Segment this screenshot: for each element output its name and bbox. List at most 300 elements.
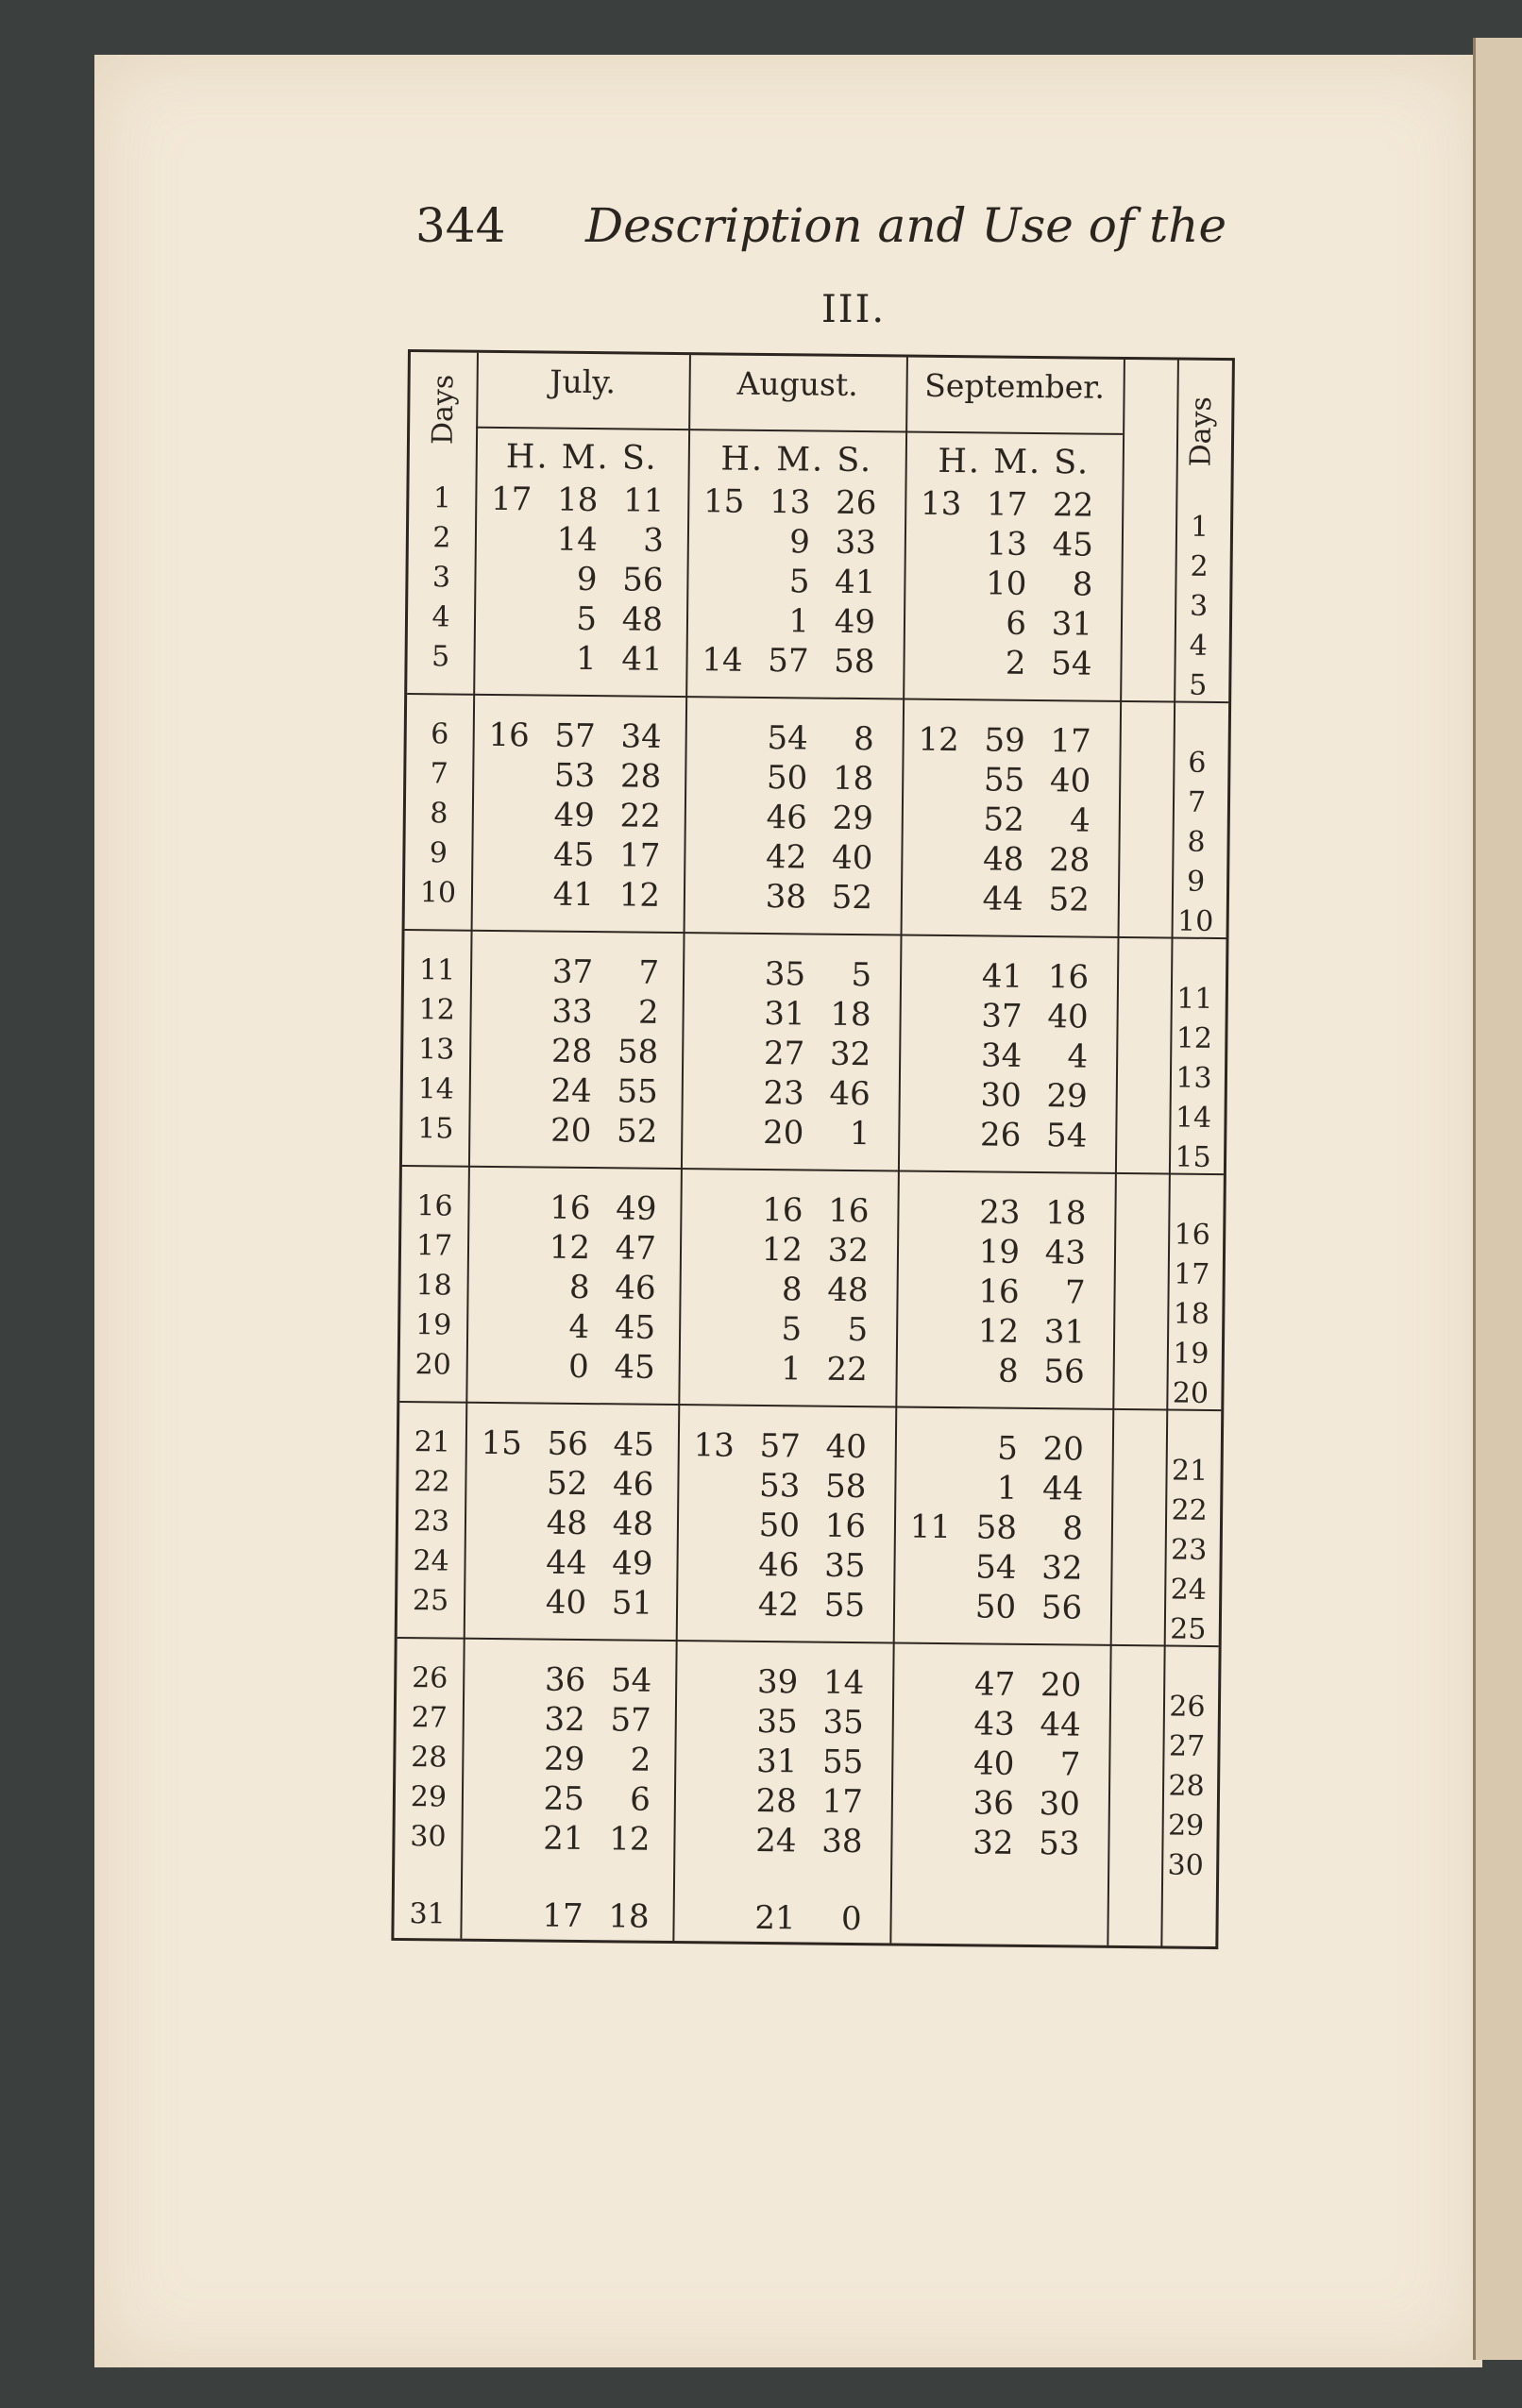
time-hours	[478, 1188, 525, 1189]
time-seconds: 12	[618, 876, 661, 915]
time-hours	[697, 522, 744, 523]
time-seconds: 49	[616, 1189, 657, 1228]
day-number-text: 19	[414, 1308, 452, 1342]
time-minutes: 28	[755, 1781, 798, 1821]
time-row	[469, 1896, 658, 1936]
day-number-text: 9	[429, 836, 448, 870]
group-rule	[402, 1165, 1224, 1175]
time-hours	[689, 1270, 736, 1271]
time-seconds: 48	[612, 1505, 654, 1543]
time-hours	[479, 1111, 526, 1112]
time-minutes: 20	[550, 1111, 592, 1151]
time-row	[693, 877, 882, 917]
time-row	[474, 1504, 663, 1543]
time-minutes: 9	[789, 523, 811, 562]
time-hours	[906, 1233, 954, 1234]
day-number-text: 9	[1186, 865, 1206, 899]
time-minutes: 23	[978, 1193, 1021, 1232]
time-minutes: 44	[982, 880, 1024, 918]
day-number-text: 5	[431, 640, 450, 674]
time-minutes: 56	[547, 1424, 589, 1464]
time-seconds: 8	[1062, 1509, 1084, 1548]
day-number-text: 8	[1187, 825, 1206, 859]
day-number-text: 10	[419, 876, 457, 910]
days-header-right	[1173, 379, 1230, 483]
time-minutes: 48	[982, 840, 1024, 879]
time-minutes: 18	[556, 480, 599, 520]
time-hours	[908, 1036, 955, 1037]
month-title-july: July.	[550, 362, 617, 401]
time-seconds: 26	[835, 483, 877, 523]
day-number-text: 7	[1187, 785, 1207, 819]
time-minutes: 48	[546, 1504, 588, 1543]
time-row	[695, 718, 884, 758]
time-row	[689, 1190, 878, 1230]
day-number-right	[1168, 666, 1229, 702]
day-number-left	[404, 991, 470, 1027]
day-number-text: 3	[431, 561, 451, 595]
unit-header-august	[688, 440, 905, 480]
time-row	[479, 992, 668, 1032]
time-seconds: 7	[638, 953, 660, 992]
day-number-text: 13	[1175, 1061, 1212, 1095]
time-minutes: 13	[769, 483, 811, 522]
day-number-right	[1162, 1138, 1224, 1174]
day-number-left	[401, 1227, 467, 1263]
time-row	[473, 1583, 662, 1623]
time-minutes: 5	[781, 1310, 803, 1349]
time-minutes: 31	[755, 1742, 798, 1781]
time-seconds: 32	[827, 1231, 870, 1271]
time-row	[473, 1543, 662, 1583]
time-row	[481, 875, 669, 915]
time-seconds: 44	[1041, 1470, 1084, 1508]
time-minutes: 35	[756, 1702, 799, 1742]
time-hours	[693, 877, 740, 878]
day-number-text: 14	[417, 1072, 455, 1106]
time-seconds: 20	[1042, 1430, 1085, 1469]
time-hours: 13	[920, 484, 962, 524]
day-number-text: 10	[1176, 904, 1214, 938]
time-seconds: 4	[1067, 1037, 1089, 1076]
unit-h: H.	[505, 438, 550, 477]
time-row	[685, 1662, 873, 1702]
time-seconds: 29	[832, 799, 874, 838]
unit-s: S.	[1054, 444, 1091, 482]
month-title-august: August.	[736, 364, 858, 403]
time-seconds: 8	[1072, 565, 1093, 604]
time-hours	[482, 796, 529, 797]
time-minutes: 26	[979, 1116, 1022, 1154]
time-minutes: 8	[568, 1268, 590, 1307]
time-row	[483, 560, 672, 599]
time-row	[693, 837, 882, 877]
time-row	[685, 1585, 874, 1625]
time-hours	[482, 756, 529, 757]
time-row	[694, 798, 883, 837]
time-minutes: 28	[550, 1032, 593, 1071]
time-seconds: 46	[829, 1074, 871, 1114]
time-row	[475, 1424, 664, 1464]
time-minutes: 24	[755, 1821, 797, 1861]
time-row	[690, 1113, 879, 1153]
time-seconds: 54	[1051, 645, 1092, 683]
day-number-text: 20	[414, 1348, 452, 1382]
time-row	[477, 1188, 666, 1228]
time-seconds: 49	[834, 602, 876, 642]
time-minutes: 32	[972, 1824, 1014, 1862]
time-row	[689, 1230, 878, 1270]
time-hours	[908, 1076, 955, 1077]
time-seconds: 4	[1069, 801, 1091, 840]
day-number-text: 7	[430, 757, 449, 791]
time-minutes: 41	[552, 875, 595, 915]
time-hours	[688, 1309, 736, 1310]
time-seconds: 20	[1040, 1666, 1082, 1705]
time-seconds: 40	[1047, 998, 1089, 1036]
time-minutes: 4	[568, 1307, 590, 1347]
time-minutes: 23	[763, 1073, 804, 1113]
time-row	[683, 1821, 871, 1861]
time-hours: 16	[488, 716, 530, 755]
days-label-right: Days	[1184, 396, 1219, 467]
time-seconds: 44	[1040, 1706, 1081, 1744]
day-number-text: 24	[1170, 1573, 1208, 1607]
time-minutes: 33	[551, 992, 593, 1032]
time-seconds: 56	[621, 561, 664, 599]
time-seconds: 2	[630, 1741, 651, 1779]
day-number-text: 17	[1174, 1257, 1210, 1291]
time-seconds: 7	[1059, 1745, 1081, 1784]
facing-page-edge	[1473, 38, 1522, 2360]
time-row	[688, 1349, 877, 1389]
day-number-left	[409, 519, 475, 555]
time-row	[684, 1742, 872, 1781]
time-hours: 13	[693, 1426, 736, 1465]
time-row	[900, 1824, 1089, 1863]
time-hours	[902, 1665, 949, 1666]
day-number-text: 13	[417, 1033, 455, 1067]
time-row	[907, 1116, 1096, 1155]
day-number-text: 28	[1168, 1769, 1205, 1803]
day-number-right	[1155, 1846, 1216, 1882]
time-minutes: 5	[996, 1429, 1019, 1468]
time-hours	[905, 1312, 953, 1313]
time-hours	[913, 604, 960, 605]
time-minutes: 39	[756, 1662, 799, 1702]
time-hours: 15	[702, 482, 745, 521]
column-rule	[1107, 360, 1125, 1945]
time-hours	[472, 1740, 519, 1741]
unit-h: H.	[938, 442, 982, 481]
time-minutes: 1	[780, 1350, 802, 1389]
time-seconds: 34	[620, 717, 662, 756]
time-seconds: 31	[1043, 1313, 1086, 1352]
time-seconds: 18	[830, 995, 871, 1035]
time-minutes: 43	[973, 1705, 1015, 1743]
day-number-right	[1157, 1688, 1218, 1724]
time-row	[695, 641, 884, 681]
unit-m: M.	[992, 443, 1042, 482]
day-number-text: 3	[1189, 589, 1209, 623]
time-seconds: 53	[1038, 1825, 1080, 1863]
day-number-right	[1161, 1216, 1223, 1252]
time-minutes: 36	[544, 1660, 586, 1700]
time-hours	[483, 639, 531, 640]
time-minutes: 16	[550, 1188, 591, 1228]
time-seconds: 55	[821, 1743, 864, 1782]
day-number-left	[403, 1031, 469, 1067]
day-number-text: 31	[409, 1897, 446, 1931]
time-hours	[691, 1113, 738, 1114]
unit-s: S.	[837, 441, 873, 480]
time-hours	[689, 1230, 736, 1231]
time-minutes: 37	[551, 952, 594, 992]
day-number-text: 22	[1171, 1493, 1208, 1527]
time-hours	[479, 1032, 526, 1033]
day-number-right	[1158, 1610, 1219, 1646]
time-minutes: 38	[765, 877, 807, 917]
unit-m: M.	[561, 438, 610, 478]
time-row	[483, 599, 672, 639]
time-hours	[913, 644, 960, 645]
time-row	[691, 1034, 880, 1073]
day-number-right	[1163, 1059, 1225, 1095]
time-seconds: 52	[616, 1112, 658, 1151]
day-number-text: 25	[412, 1584, 449, 1618]
time-seconds: 28	[1048, 841, 1091, 880]
time-hours	[684, 1821, 731, 1822]
day-number-text: 1	[1190, 510, 1209, 544]
time-minutes: 19	[978, 1233, 1021, 1271]
day-number-right	[1160, 1374, 1222, 1410]
time-hours	[683, 1898, 730, 1899]
time-minutes: 54	[975, 1548, 1017, 1587]
time-row	[692, 954, 881, 994]
time-hours	[907, 1193, 955, 1194]
time-row	[697, 482, 886, 522]
time-row	[476, 1347, 665, 1387]
day-number-left	[408, 638, 474, 674]
time-row	[904, 1508, 1092, 1548]
day-number-left	[403, 1070, 469, 1106]
day-number-right	[1168, 627, 1229, 663]
time-row	[911, 800, 1100, 840]
time-seconds: 18	[832, 759, 874, 799]
day-number-right	[1169, 508, 1230, 544]
time-seconds: 22	[826, 1350, 868, 1389]
time-minutes: 29	[543, 1740, 585, 1779]
time-row	[914, 485, 1103, 525]
day-number-text: 15	[1175, 1140, 1211, 1174]
time-hours	[911, 761, 958, 762]
time-minutes: 46	[758, 1545, 800, 1585]
day-number-right	[1159, 1452, 1221, 1488]
day-number-right	[1158, 1491, 1220, 1527]
time-hours	[472, 1700, 519, 1701]
time-hours	[476, 1307, 523, 1308]
time-row	[484, 480, 673, 520]
time-seconds: 7	[1064, 1273, 1086, 1312]
time-seconds: 49	[612, 1544, 653, 1583]
day-number-text: 29	[1167, 1809, 1205, 1843]
time-hours	[910, 880, 957, 881]
time-row	[911, 721, 1100, 761]
time-minutes: 6	[1006, 604, 1027, 643]
time-seconds: 46	[615, 1269, 656, 1307]
day-number-text: 12	[418, 993, 455, 1027]
time-row	[910, 840, 1099, 880]
time-seconds: 52	[1048, 881, 1091, 919]
time-seconds: 54	[610, 1661, 652, 1700]
time-seconds: 41	[621, 640, 663, 679]
time-minutes: 17	[542, 1896, 583, 1936]
time-seconds: 1	[849, 1114, 871, 1153]
time-minutes: 54	[767, 719, 808, 758]
time-seconds: 56	[1043, 1353, 1085, 1391]
time-row	[686, 1466, 875, 1506]
time-row	[908, 1076, 1097, 1116]
time-minutes: 32	[544, 1700, 586, 1740]
day-number-left	[406, 795, 472, 831]
day-number-left	[397, 1659, 463, 1695]
time-row	[471, 1740, 660, 1779]
time-minutes: 8	[997, 1352, 1019, 1390]
time-seconds: 5	[847, 1310, 869, 1350]
time-minutes: 50	[758, 1506, 801, 1545]
time-row	[905, 1272, 1094, 1312]
time-row	[470, 1819, 659, 1859]
time-hours	[685, 1702, 732, 1703]
day-number-text: 15	[417, 1112, 454, 1146]
time-minutes: 57	[759, 1426, 802, 1466]
page-number: 344	[415, 198, 506, 253]
day-number-text: 11	[1176, 982, 1213, 1016]
time-minutes: 53	[553, 756, 596, 796]
time-row	[682, 1898, 871, 1938]
time-minutes: 14	[556, 520, 599, 560]
day-number-text: 14	[1175, 1101, 1212, 1135]
time-seconds: 40	[825, 1427, 868, 1467]
unit-m: M.	[775, 441, 825, 480]
time-seconds: 45	[1052, 526, 1094, 564]
time-hours	[903, 1588, 950, 1589]
time-row	[902, 1705, 1091, 1744]
time-minutes: 47	[973, 1665, 1016, 1704]
time-seconds: 58	[824, 1467, 867, 1507]
time-minutes: 25	[543, 1779, 585, 1819]
day-number-text: 11	[418, 953, 456, 987]
day-number-text: 20	[1172, 1376, 1209, 1410]
time-hours	[474, 1543, 521, 1544]
time-hours	[908, 1116, 955, 1117]
day-number-text: 1	[432, 481, 452, 515]
time-row	[479, 1071, 668, 1111]
unit-s: S.	[621, 439, 658, 478]
time-seconds: 8	[853, 719, 874, 759]
time-minutes: 16	[978, 1272, 1020, 1311]
time-hours: 14	[702, 641, 743, 680]
day-number-right	[1161, 1295, 1223, 1331]
time-row	[484, 520, 673, 560]
unit-header-july	[476, 438, 688, 478]
time-hours	[901, 1824, 948, 1825]
time-minutes: 44	[546, 1543, 587, 1583]
day-number-right	[1166, 823, 1227, 859]
time-row	[687, 1426, 876, 1466]
time-minutes: 45	[552, 835, 595, 875]
time-row	[686, 1506, 875, 1545]
time-row	[696, 601, 885, 641]
time-hours	[479, 1071, 526, 1072]
time-seconds: 58	[617, 1033, 659, 1071]
time-minutes: 31	[764, 994, 805, 1034]
time-minutes: 21	[754, 1898, 796, 1938]
time-minutes: 21	[543, 1819, 584, 1859]
time-row	[476, 1268, 665, 1307]
day-number-text: 21	[414, 1425, 451, 1459]
time-row	[482, 639, 671, 679]
day-number-left	[398, 1503, 465, 1539]
time-hours	[473, 1583, 520, 1584]
table-number: III.	[821, 288, 887, 331]
day-number-left	[406, 755, 472, 791]
day-number-left	[399, 1423, 465, 1459]
time-row	[902, 1665, 1091, 1705]
day-number-left	[402, 1187, 468, 1223]
time-hours	[688, 1349, 736, 1350]
day-number-left	[406, 834, 472, 870]
time-hours	[905, 1429, 952, 1430]
time-row	[476, 1307, 665, 1347]
time-minutes: 34	[980, 1036, 1023, 1075]
time-hours	[697, 562, 744, 563]
day-number-left	[401, 1267, 467, 1303]
time-row	[471, 1779, 660, 1819]
day-number-text: 26	[1169, 1690, 1206, 1724]
time-hours: 17	[490, 480, 533, 519]
time-hours	[911, 840, 958, 841]
time-minutes: 50	[766, 759, 808, 798]
time-seconds: 45	[614, 1348, 655, 1387]
time-minutes: 57	[554, 716, 596, 756]
day-number-right	[1164, 1019, 1226, 1055]
time-minutes: 53	[758, 1466, 801, 1506]
day-number-right	[1158, 1531, 1220, 1567]
time-minutes: 8	[781, 1271, 803, 1309]
time-hours	[696, 601, 743, 602]
time-hours	[690, 1190, 737, 1191]
time-hours	[470, 1896, 517, 1897]
time-row	[477, 1228, 666, 1268]
time-hours	[694, 798, 741, 799]
time-seconds: 3	[643, 521, 665, 560]
day-number-text: 5	[1189, 668, 1208, 702]
days-label-left: Days	[426, 374, 461, 445]
time-hours	[474, 1504, 521, 1505]
time-hours	[901, 1784, 948, 1785]
day-number-left	[404, 951, 470, 987]
time-row	[906, 1233, 1095, 1272]
day-number-text: 27	[1168, 1729, 1206, 1763]
group-rule	[407, 693, 1228, 703]
time-seconds: 2	[637, 993, 659, 1032]
time-minutes: 20	[762, 1113, 804, 1153]
time-row	[688, 1309, 877, 1349]
day-number-left	[396, 1818, 462, 1854]
time-minutes: 41	[981, 957, 1023, 996]
time-minutes: 10	[985, 564, 1027, 603]
